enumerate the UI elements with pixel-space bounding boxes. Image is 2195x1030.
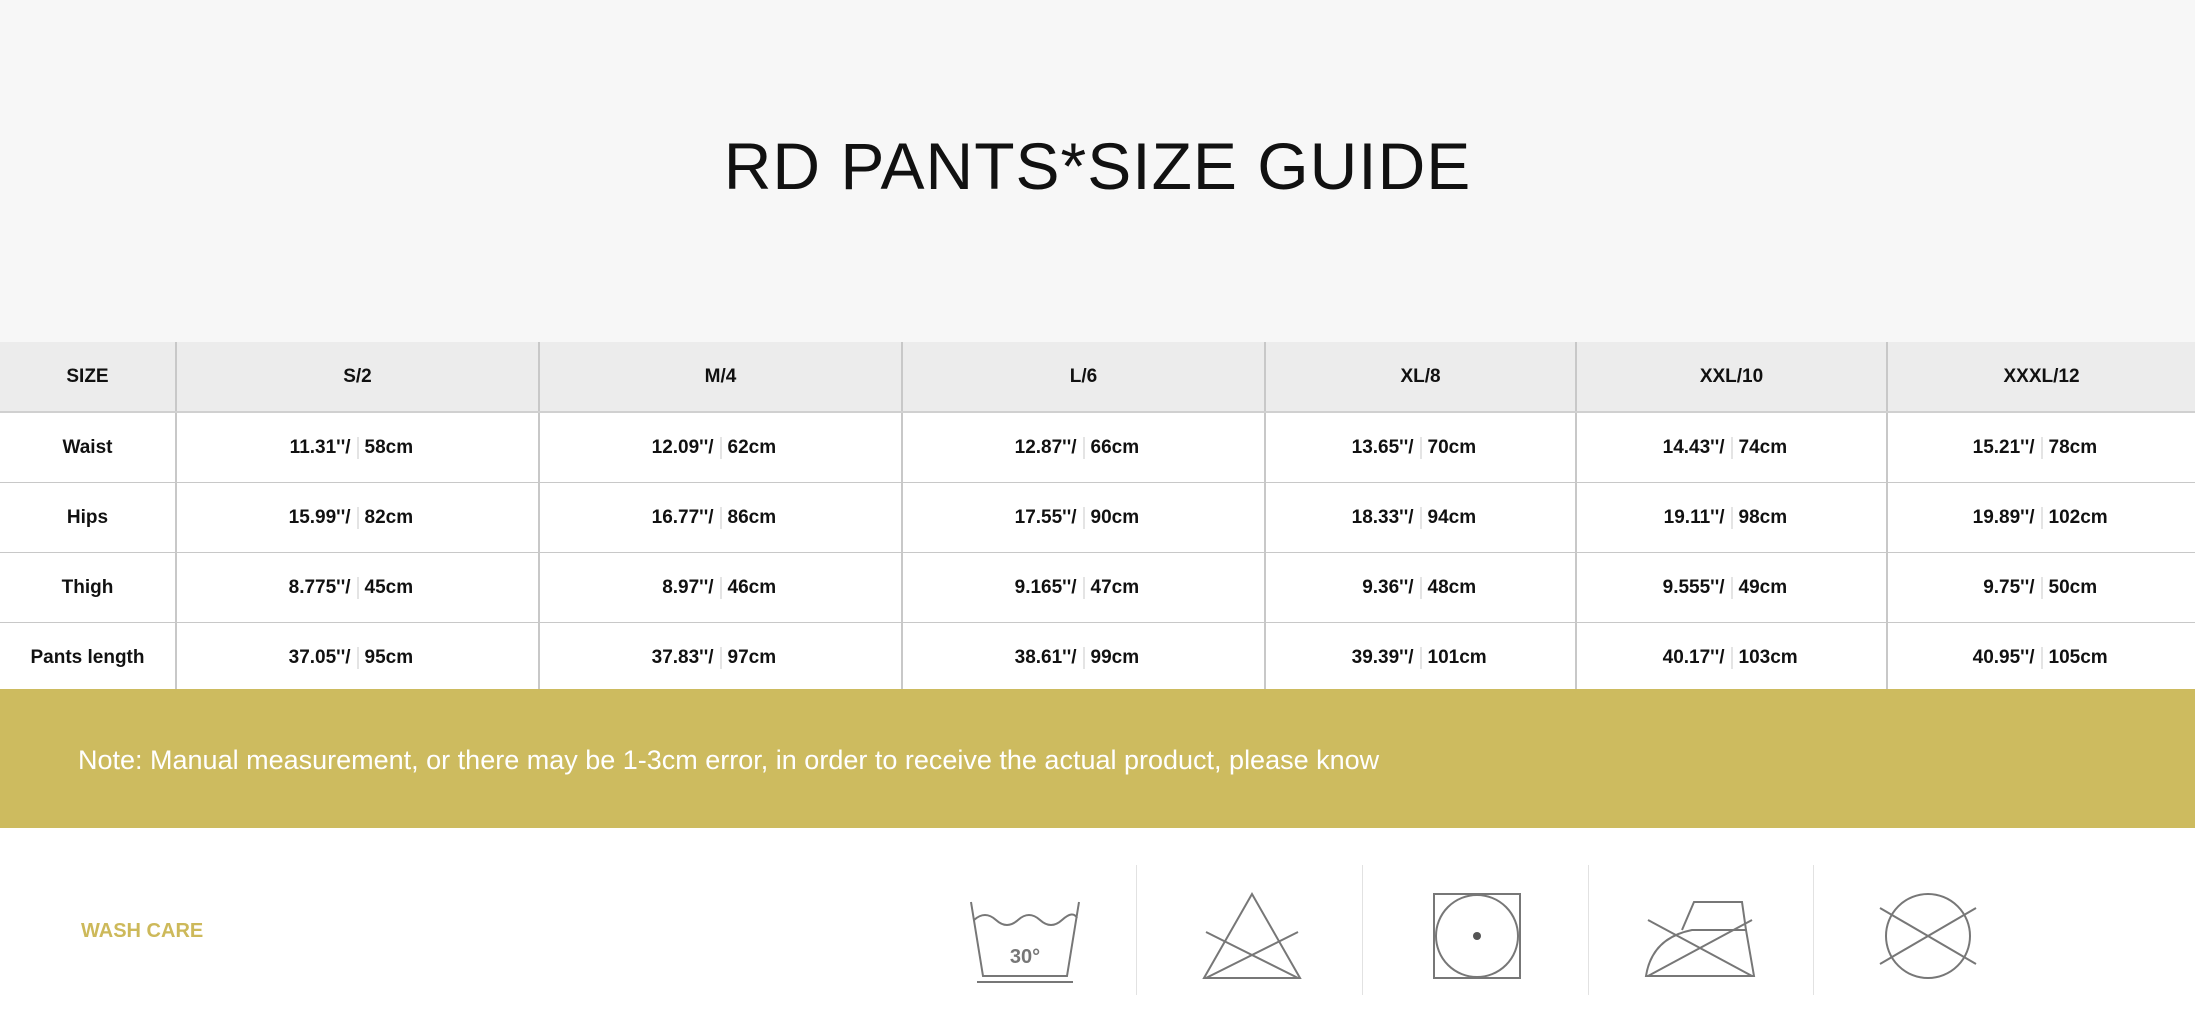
inch-value: 9.75''/ — [1983, 576, 2035, 598]
cm-value: 46cm — [727, 576, 777, 598]
cm-value: 48cm — [1427, 576, 1477, 598]
cm-value: 99cm — [1090, 646, 1140, 668]
cell-separator — [357, 437, 359, 459]
note-banner — [0, 689, 2195, 828]
note-text: Note: Manual measurement, or there may be 1-3cm error, in order to receive the actual product, please know — [78, 745, 1380, 775]
measurement-label: Thigh — [0, 553, 176, 623]
inch-value: 37.83''/ — [651, 646, 714, 668]
inch-value: 13.65''/ — [1351, 436, 1414, 458]
measurement-cell — [902, 412, 1265, 483]
measurement-cell — [1576, 623, 1887, 693]
cell-separator — [1731, 647, 1733, 669]
inch-value: 39.39''/ — [1351, 646, 1414, 668]
cm-value: 62cm — [727, 436, 777, 458]
inch-value: 11.31''/ — [289, 436, 351, 458]
no-bleach-icon — [1192, 880, 1312, 990]
cell-separator — [720, 507, 722, 529]
icon-divider — [1588, 865, 1589, 995]
inch-value: 12.87''/ — [1014, 436, 1077, 458]
inch-value: 19.89''/ — [1972, 506, 2035, 528]
cell-separator — [1420, 647, 1422, 669]
measurement-cell — [176, 553, 539, 623]
measurement-cell — [1576, 553, 1887, 623]
measurement-label: Hips — [0, 483, 176, 553]
measurement-cell — [176, 412, 539, 483]
measurement-cell — [1887, 412, 2195, 483]
inch-value: 9.36''/ — [1362, 576, 1414, 598]
cell-separator — [1083, 577, 1085, 599]
cell-separator — [357, 577, 359, 599]
inch-value: 19.11''/ — [1663, 506, 1725, 528]
inch-value: 14.43''/ — [1662, 436, 1725, 458]
inch-value: 15.99''/ — [288, 506, 351, 528]
cm-value: 70cm — [1427, 436, 1477, 458]
cell-separator — [1083, 437, 1085, 459]
cm-value: 101cm — [1427, 646, 1487, 668]
wash-care-label: WASH CARE — [81, 920, 204, 942]
cell-separator — [357, 507, 359, 529]
table-row — [0, 623, 2195, 693]
measurement-cell — [176, 623, 539, 693]
hero-banner — [0, 0, 2195, 342]
measurement-cell — [902, 553, 1265, 623]
cm-value: 95cm — [364, 646, 414, 668]
cm-value: 97cm — [727, 646, 777, 668]
cm-value: 82cm — [364, 506, 414, 528]
cell-separator — [720, 647, 722, 669]
icon-divider — [1362, 865, 1363, 995]
size-column-header: XXXL/12 — [1887, 342, 2195, 412]
measurement-cell — [539, 623, 902, 693]
cm-value: 90cm — [1090, 506, 1140, 528]
inch-value: 9.165''/ — [1014, 576, 1077, 598]
size-column-header: S/2 — [176, 342, 539, 412]
inch-value: 16.77''/ — [651, 506, 714, 528]
size-column-header: XXL/10 — [1576, 342, 1887, 412]
cell-separator — [1731, 577, 1733, 599]
table-row — [0, 483, 2195, 553]
cm-value: 94cm — [1427, 506, 1477, 528]
cell-separator — [1731, 507, 1733, 529]
measurement-cell — [1265, 412, 1576, 483]
cell-separator — [720, 437, 722, 459]
size-column-header: L/6 — [902, 342, 1265, 412]
measurement-cell — [539, 483, 902, 553]
inch-value: 17.55''/ — [1014, 506, 1077, 528]
measurement-cell — [1265, 483, 1576, 553]
cell-separator — [1083, 647, 1085, 669]
tumble-dry-icon — [1417, 880, 1537, 990]
cm-value: 105cm — [2048, 646, 2108, 668]
measurement-label: Pants length — [30, 646, 145, 668]
cell-separator — [1420, 507, 1422, 529]
measurement-cell — [1887, 483, 2195, 553]
cm-value: 86cm — [727, 506, 777, 528]
no-dry-clean-icon — [1868, 880, 1988, 990]
size-table — [0, 342, 2195, 692]
measurement-cell — [1576, 412, 1887, 483]
icon-divider — [1813, 865, 1814, 995]
inch-value: 40.95''/ — [1972, 646, 2035, 668]
cell-separator — [2041, 647, 2043, 669]
cm-value: 66cm — [1090, 436, 1140, 458]
cell-separator — [720, 577, 722, 599]
inch-value: 15.21''/ — [1972, 436, 2035, 458]
measurement-cell — [1265, 553, 1576, 623]
size-column-header: M/4 — [539, 342, 902, 412]
inch-value: 40.17''/ — [1662, 646, 1725, 668]
cm-value: 78cm — [2048, 436, 2098, 458]
cm-value: 98cm — [1738, 506, 1788, 528]
measurement-cell — [1887, 623, 2195, 693]
cell-separator — [2041, 507, 2043, 529]
measurement-cell — [902, 483, 1265, 553]
page-title: RD PANTS*SIZE GUIDE — [723, 129, 1472, 203]
wash-temperature-text: 30° — [1009, 946, 1041, 968]
cell-separator — [1731, 437, 1733, 459]
cm-value: 45cm — [364, 576, 414, 598]
measurement-cell — [1576, 483, 1887, 553]
size-column-header: XL/8 — [1265, 342, 1576, 412]
cell-separator — [357, 647, 359, 669]
measurement-label: Waist — [0, 412, 176, 483]
icon-divider — [1136, 865, 1137, 995]
table-header-row — [0, 342, 2195, 412]
cm-value: 49cm — [1738, 576, 1788, 598]
measurement-cell — [1887, 553, 2195, 623]
no-iron-icon — [1642, 880, 1762, 990]
inch-value: 8.775''/ — [288, 576, 351, 598]
cell-separator — [1420, 437, 1422, 459]
cell-separator — [2041, 577, 2043, 599]
inch-value: 8.97''/ — [662, 576, 714, 598]
cm-value: 102cm — [2048, 506, 2108, 528]
measurement-cell — [539, 412, 902, 483]
table-row — [0, 412, 2195, 483]
measurement-cell — [539, 553, 902, 623]
cm-value: 58cm — [364, 436, 414, 458]
inch-value: 12.09''/ — [651, 436, 714, 458]
cell-separator — [1420, 577, 1422, 599]
measurement-cell — [176, 483, 539, 553]
wash-30-icon — [965, 880, 1085, 990]
size-header: SIZE — [0, 342, 176, 412]
inch-value: 37.05''/ — [288, 646, 351, 668]
cm-value: 47cm — [1090, 576, 1140, 598]
inch-value: 9.555''/ — [1662, 576, 1725, 598]
inch-value: 18.33''/ — [1351, 506, 1414, 528]
measurement-cell — [902, 623, 1265, 693]
cell-separator — [1083, 507, 1085, 529]
cm-value: 103cm — [1738, 646, 1798, 668]
inch-value: 38.61''/ — [1014, 646, 1077, 668]
cell-separator — [2041, 437, 2043, 459]
table-row — [0, 553, 2195, 623]
measurement-cell — [1265, 623, 1576, 693]
cm-value: 74cm — [1738, 436, 1788, 458]
cm-value: 50cm — [2048, 576, 2098, 598]
